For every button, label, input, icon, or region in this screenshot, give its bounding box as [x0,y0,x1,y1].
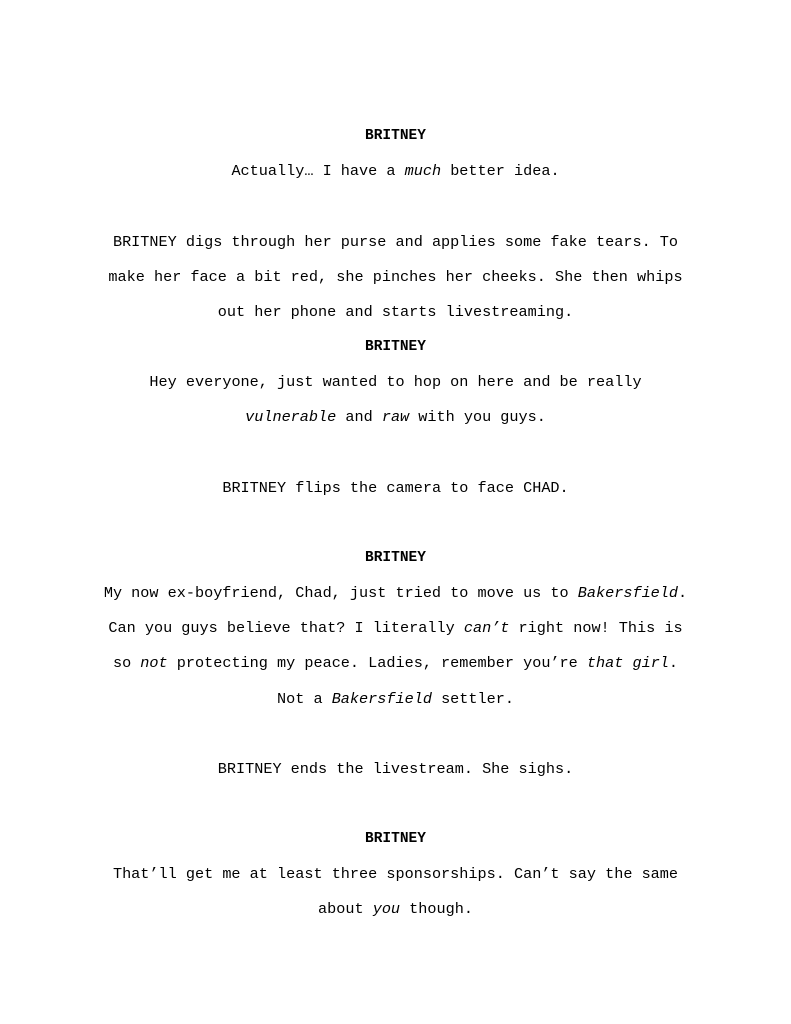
dialogue-line: My now ex-boyfriend, Chad, just tried to move us to Bakersfield. [103,584,688,602]
action-line: BRITNEY ends the livestream. She sighs. [217,760,574,778]
action-line: BRITNEY digs through her purse and applies some fake tears. To [112,233,679,251]
dialogue-line: Actually… I have a much better idea. [231,162,560,180]
dialogue-line: Can you guys believe that? I literally can’t right now! This is [108,619,683,637]
action-line: make her face a bit red, she pinches her cheeks. She then whips [108,268,683,286]
dialogue-line: Hey everyone, just wanted to hop on here and be really [149,373,642,391]
character-name: BRITNEY [365,831,426,847]
dialogue-line: about you though. [318,900,473,918]
dialogue-line: Not a Bakersfield settler. [277,690,514,708]
character-name: BRITNEY [365,339,426,355]
character-name: BRITNEY [365,550,426,566]
character-name: BRITNEY [365,128,426,144]
action-line: out her phone and starts livestreaming. [217,303,574,321]
action-line: BRITNEY flips the camera to face CHAD. [222,479,569,497]
dialogue-line: so not protecting my peace. Ladies, remember you’re that girl. [112,654,679,672]
dialogue-line: vulnerable and raw with you guys. [245,408,546,426]
dialogue-line: That’ll get me at least three sponsorships. Can’t say the same [112,865,679,883]
